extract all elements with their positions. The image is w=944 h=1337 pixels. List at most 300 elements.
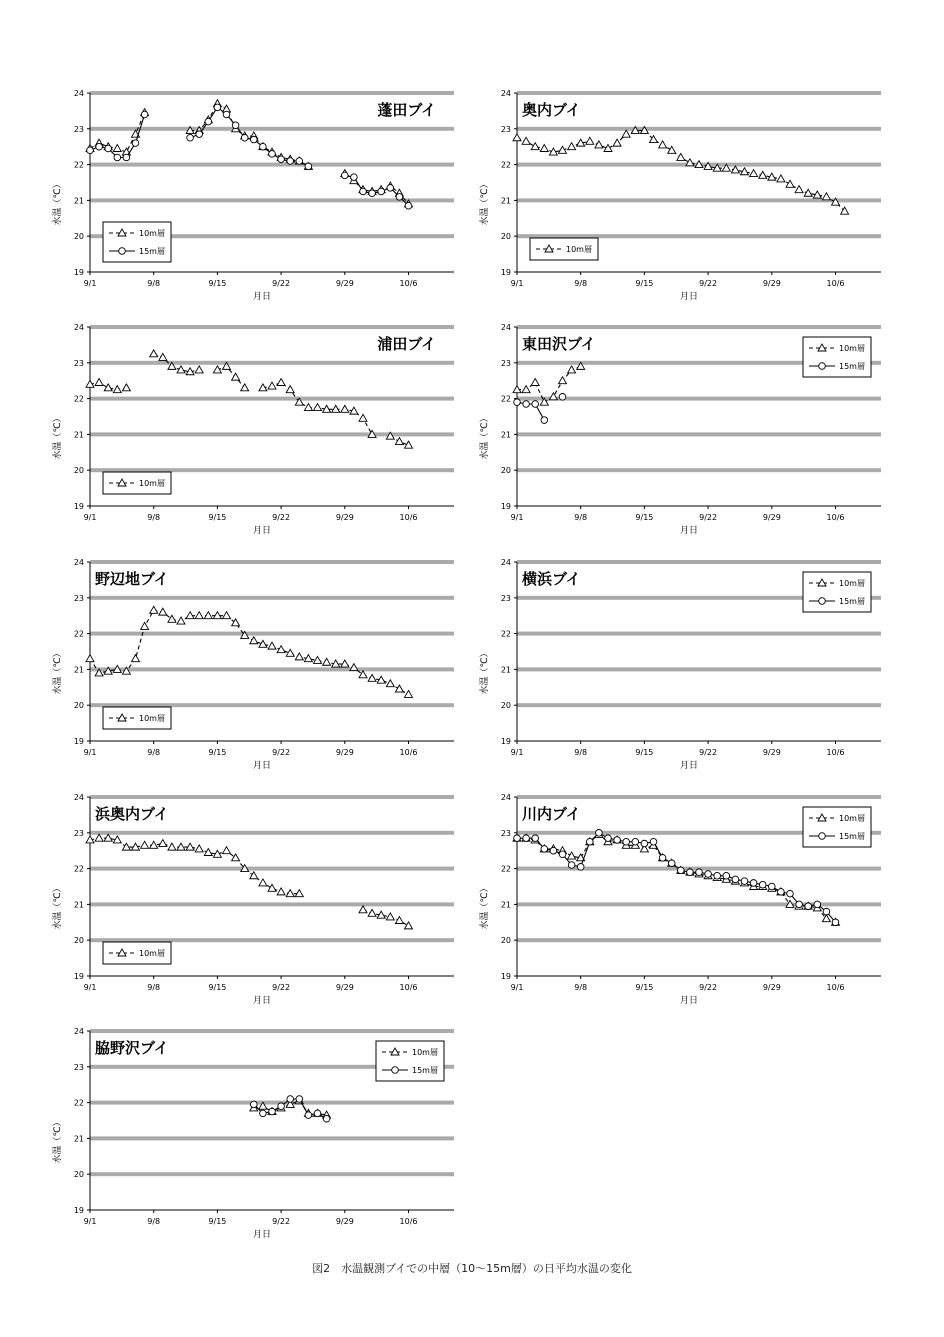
circle-marker — [568, 862, 575, 869]
circle-marker — [787, 890, 794, 897]
gridline — [90, 361, 454, 365]
legend — [103, 942, 171, 964]
circle-marker — [587, 838, 594, 845]
legend-label-10m: 10m層 — [839, 344, 865, 353]
x-tick-label: 10/6 — [399, 748, 418, 757]
triangle-marker — [395, 438, 403, 445]
x-tick-label: 9/15 — [208, 279, 227, 288]
triangle-marker — [659, 141, 667, 148]
y-tick-label: 23 — [73, 358, 84, 368]
circle-marker — [696, 869, 703, 876]
gridline — [90, 1136, 454, 1140]
x-tick-label: 9/8 — [147, 983, 161, 992]
y-tick-label: 24 — [500, 558, 511, 567]
triangle-marker — [223, 612, 231, 619]
circle-marker — [196, 131, 203, 138]
triangle-marker — [777, 175, 785, 182]
x-axis-label: 月日 — [679, 526, 699, 536]
x-tick-label: 9/22 — [272, 513, 291, 522]
y-tick-label: 19 — [500, 502, 511, 511]
x-tick-label: 9/15 — [635, 279, 654, 288]
legend — [803, 807, 871, 847]
y-tick-label: 22 — [500, 394, 511, 404]
y-axis-label: 水温（℃） — [480, 648, 490, 695]
x-tick-label: 9/22 — [699, 513, 718, 522]
circle-marker — [723, 872, 730, 879]
triangle-marker — [531, 378, 539, 385]
legend — [530, 238, 598, 260]
x-axis-label: 月日 — [252, 996, 272, 1006]
circle-marker — [260, 143, 267, 150]
triangle-marker — [141, 622, 149, 629]
x-tick-label: 9/29 — [335, 983, 354, 992]
y-tick-label: 21 — [73, 665, 84, 675]
series-line — [90, 610, 409, 694]
circle-marker — [287, 1096, 294, 1103]
x-tick-label: 9/15 — [208, 983, 227, 992]
y-tick-label: 22 — [73, 629, 84, 639]
triangle-marker — [568, 143, 576, 150]
triangle-marker — [232, 373, 240, 380]
x-tick-label: 9/29 — [762, 513, 781, 522]
x-tick-label: 9/8 — [574, 513, 588, 522]
triangle-marker — [568, 852, 576, 859]
y-tick-label: 19 — [73, 1206, 84, 1215]
legend-label-10m: 10m層 — [139, 229, 165, 238]
triangle-marker — [277, 646, 285, 653]
gridline — [90, 632, 454, 636]
circle-marker — [750, 880, 757, 887]
y-tick-label: 19 — [73, 502, 84, 511]
gridline — [90, 91, 454, 95]
triangle-marker — [232, 854, 240, 861]
legend-label-10m: 10m層 — [139, 479, 165, 488]
circle-marker — [596, 830, 603, 837]
triangle-marker — [241, 384, 249, 391]
legend-label-15m: 15m層 — [839, 362, 865, 371]
triangle-marker — [559, 377, 567, 384]
triangle-marker — [268, 884, 276, 891]
gridline — [517, 632, 881, 636]
legend — [103, 472, 171, 494]
chart-panel — [51, 558, 454, 771]
gridline — [90, 325, 454, 329]
triangle-marker — [622, 130, 630, 137]
gridline — [517, 560, 881, 564]
circle-marker — [260, 1110, 267, 1117]
triangle-marker — [141, 841, 149, 848]
circle-marker — [814, 901, 821, 908]
gridline — [517, 432, 881, 436]
x-tick-label: 10/6 — [826, 983, 845, 992]
circle-marker — [632, 838, 639, 845]
chart-title: 浜奥内ブイ — [95, 805, 169, 823]
y-tick-label: 24 — [73, 558, 84, 567]
circle-marker — [614, 837, 621, 844]
y-tick-label: 22 — [73, 394, 84, 404]
circle-marker — [523, 835, 530, 842]
gridline — [90, 795, 454, 799]
y-tick-label: 20 — [500, 232, 511, 242]
gridline — [517, 127, 881, 131]
legend — [803, 572, 871, 612]
triangle-marker — [195, 366, 203, 373]
chart-panel — [478, 793, 881, 1006]
x-tick-label: 10/6 — [826, 513, 845, 522]
triangle-marker — [304, 404, 312, 411]
circle-marker — [532, 835, 539, 842]
chart-title: 川内ブイ — [522, 805, 581, 823]
circle-marker — [296, 158, 303, 165]
circle-marker — [269, 1108, 276, 1115]
x-tick-label: 10/6 — [399, 1217, 418, 1226]
y-tick-label: 22 — [73, 1098, 84, 1108]
y-tick-label: 20 — [500, 701, 511, 711]
y-tick-label: 20 — [73, 466, 84, 476]
legend — [103, 707, 171, 729]
y-tick-label: 24 — [73, 1027, 84, 1036]
x-tick-label: 9/1 — [83, 279, 97, 288]
legend — [803, 337, 871, 377]
circle-marker — [678, 867, 685, 874]
legend-box — [103, 222, 171, 262]
circle-marker — [759, 881, 766, 888]
circle-marker — [832, 919, 839, 926]
y-tick-label: 24 — [73, 89, 84, 98]
x-tick-label: 9/8 — [574, 983, 588, 992]
triangle-marker — [522, 137, 530, 144]
chart-title: 浦田ブイ — [377, 335, 436, 353]
triangle-marker — [786, 180, 794, 187]
y-tick-label: 24 — [500, 793, 511, 802]
triangle-marker — [549, 393, 557, 400]
triangle-marker — [132, 655, 140, 662]
circle-marker — [360, 188, 367, 195]
circle-marker — [251, 1101, 258, 1108]
triangle-marker — [159, 840, 167, 847]
circle-marker — [278, 156, 285, 163]
gridline — [517, 795, 881, 799]
chart-panel — [478, 323, 881, 536]
circle-marker — [819, 598, 826, 605]
triangle-marker — [314, 656, 322, 663]
y-tick-label: 23 — [73, 1062, 84, 1072]
gridline — [517, 468, 881, 472]
x-tick-label: 9/15 — [635, 983, 654, 992]
x-axis-label: 月日 — [252, 526, 272, 536]
triangle-marker — [405, 690, 413, 697]
legend-label-10m: 10m層 — [566, 245, 592, 254]
triangle-marker — [395, 685, 403, 692]
y-tick-label: 21 — [500, 900, 511, 910]
gridline — [517, 325, 881, 329]
circle-marker — [823, 908, 830, 915]
triangle-marker — [531, 143, 539, 150]
y-tick-label: 23 — [500, 828, 511, 838]
triangle-marker — [386, 680, 394, 687]
chart-panel — [478, 558, 881, 771]
triangle-marker — [750, 170, 758, 177]
y-tick-label: 23 — [73, 828, 84, 838]
x-axis-label: 月日 — [252, 292, 272, 302]
legend-box — [803, 807, 871, 847]
circle-marker — [514, 835, 521, 842]
x-tick-label: 9/1 — [83, 983, 97, 992]
circle-marker — [87, 147, 94, 154]
x-tick-label: 9/8 — [147, 1217, 161, 1226]
circle-marker — [132, 140, 139, 147]
y-tick-label: 19 — [73, 972, 84, 981]
y-tick-label: 22 — [500, 864, 511, 874]
legend-label-15m: 15m層 — [839, 832, 865, 841]
gridline — [517, 703, 881, 707]
y-tick-label: 22 — [500, 629, 511, 639]
x-tick-label: 9/29 — [762, 748, 781, 757]
circle-marker — [396, 194, 403, 201]
triangle-marker — [386, 913, 394, 920]
x-tick-label: 9/15 — [208, 513, 227, 522]
triangle-marker — [604, 144, 612, 151]
circle-marker — [559, 394, 566, 401]
y-tick-label: 22 — [73, 160, 84, 170]
gridline — [90, 1172, 454, 1176]
triangle-marker — [177, 617, 185, 624]
y-axis-label: 水温（℃） — [480, 883, 490, 930]
y-axis-label: 水温（℃） — [53, 648, 63, 695]
y-tick-label: 23 — [73, 593, 84, 603]
x-tick-label: 9/15 — [635, 513, 654, 522]
x-tick-label: 9/1 — [510, 748, 524, 757]
circle-marker — [623, 838, 630, 845]
gridline — [517, 902, 881, 906]
triangle-marker — [122, 384, 130, 391]
legend-label-15m: 15m層 — [839, 597, 865, 606]
triangle-marker — [368, 909, 376, 916]
legend-box — [803, 337, 871, 377]
gridline — [90, 667, 454, 671]
triangle-marker — [268, 642, 276, 649]
triangle-marker — [259, 879, 267, 886]
circle-marker — [278, 1103, 285, 1110]
y-tick-label: 20 — [500, 936, 511, 946]
y-tick-label: 24 — [500, 89, 511, 98]
chart-title: 蓬田ブイ — [377, 101, 436, 119]
circle-marker — [214, 104, 221, 111]
circle-marker — [342, 172, 349, 179]
triangle-marker — [150, 606, 158, 613]
gridline — [517, 91, 881, 95]
triangle-marker — [522, 386, 530, 393]
circle-marker — [387, 185, 394, 192]
series-10m — [513, 831, 840, 926]
chart-panel — [478, 89, 881, 302]
x-tick-label: 9/8 — [147, 513, 161, 522]
circle-marker — [741, 878, 748, 885]
circle-marker — [96, 143, 103, 150]
x-axis-label: 月日 — [679, 292, 699, 302]
gridline — [90, 127, 454, 131]
triangle-marker — [295, 653, 303, 660]
x-tick-label: 9/22 — [699, 748, 718, 757]
y-tick-label: 23 — [500, 358, 511, 368]
triangle-marker — [668, 146, 676, 153]
circle-marker — [650, 838, 657, 845]
circle-marker — [287, 158, 294, 165]
y-tick-label: 19 — [73, 737, 84, 746]
y-tick-label: 20 — [73, 232, 84, 242]
circle-marker — [523, 401, 530, 408]
triangle-marker — [250, 872, 258, 879]
y-axis-label: 水温（℃） — [53, 179, 63, 226]
gridline — [90, 163, 454, 167]
triangle-marker — [359, 414, 367, 421]
circle-marker — [778, 889, 785, 896]
circle-marker — [541, 417, 548, 424]
series-line — [517, 833, 836, 923]
circle-marker — [105, 145, 112, 152]
gridline — [90, 1101, 454, 1105]
triangle-marker — [122, 843, 130, 850]
circle-marker — [187, 134, 194, 141]
circle-marker — [819, 833, 826, 840]
y-tick-label: 21 — [73, 900, 84, 910]
legend-box — [376, 1041, 444, 1081]
triangle-marker — [277, 888, 285, 895]
circle-marker — [351, 174, 358, 181]
circle-marker — [296, 1096, 303, 1103]
triangle-marker — [259, 640, 267, 647]
x-tick-label: 9/15 — [208, 748, 227, 757]
x-tick-label: 9/1 — [83, 513, 97, 522]
x-tick-label: 9/8 — [147, 279, 161, 288]
y-tick-label: 19 — [73, 268, 84, 277]
x-tick-label: 9/1 — [510, 983, 524, 992]
legend-label-10m: 10m層 — [839, 579, 865, 588]
triangle-marker — [95, 378, 103, 385]
x-axis-label: 月日 — [679, 761, 699, 771]
triangle-marker — [613, 139, 621, 146]
circle-marker — [550, 847, 557, 854]
circle-marker — [577, 864, 584, 871]
triangle-marker — [223, 847, 231, 854]
y-tick-label: 20 — [500, 466, 511, 476]
circle-marker — [514, 399, 521, 406]
legend-label-15m: 15m層 — [139, 247, 165, 256]
x-tick-label: 9/1 — [83, 1217, 97, 1226]
series-line — [517, 835, 836, 923]
x-tick-label: 10/6 — [826, 279, 845, 288]
legend-label-10m: 10m層 — [412, 1048, 438, 1057]
circle-marker — [641, 840, 648, 847]
circle-marker — [605, 835, 612, 842]
gridline — [517, 938, 881, 942]
circle-marker — [705, 871, 712, 878]
gridline — [90, 432, 454, 436]
legend-box — [803, 572, 871, 612]
circle-marker — [819, 363, 826, 370]
circle-marker — [305, 163, 312, 170]
circle-marker — [314, 1110, 321, 1117]
x-tick-label: 9/22 — [272, 748, 291, 757]
triangle-marker — [568, 366, 576, 373]
circle-marker — [232, 122, 239, 129]
y-tick-label: 22 — [500, 160, 511, 170]
circle-marker — [205, 118, 212, 125]
series-15m — [87, 104, 412, 209]
y-tick-label: 19 — [500, 268, 511, 277]
x-tick-label: 9/29 — [762, 983, 781, 992]
x-tick-label: 9/22 — [699, 279, 718, 288]
y-tick-label: 22 — [73, 864, 84, 874]
circle-marker — [141, 111, 148, 118]
circle-marker — [796, 901, 803, 908]
y-axis-label: 水温（℃） — [53, 1117, 63, 1164]
circle-marker — [323, 1115, 330, 1122]
x-axis-label: 月日 — [252, 1230, 272, 1240]
x-tick-label: 9/8 — [147, 748, 161, 757]
circle-marker — [769, 883, 776, 890]
chart-title: 奥内ブイ — [522, 101, 581, 119]
triangle-marker — [104, 384, 112, 391]
x-tick-label: 10/6 — [399, 513, 418, 522]
y-tick-label: 19 — [500, 737, 511, 746]
circle-marker — [392, 1067, 399, 1074]
triangle-marker — [232, 619, 240, 626]
circle-marker — [541, 846, 548, 853]
x-tick-label: 9/22 — [272, 983, 291, 992]
y-tick-label: 21 — [500, 196, 511, 206]
triangle-marker — [395, 917, 403, 924]
x-tick-label: 9/1 — [510, 513, 524, 522]
chart-panel — [51, 1027, 454, 1240]
gridline — [90, 831, 454, 835]
y-tick-label: 21 — [73, 1134, 84, 1144]
triangle-marker — [677, 153, 685, 160]
gridline — [517, 397, 881, 401]
triangle-marker — [286, 649, 294, 656]
series-line — [90, 838, 299, 894]
triangle-marker — [323, 658, 331, 665]
x-tick-label: 9/22 — [272, 279, 291, 288]
circle-marker — [659, 855, 666, 862]
legend-label-15m: 15m層 — [412, 1066, 438, 1075]
triangle-marker — [540, 144, 548, 151]
chart-title: 横浜ブイ — [522, 570, 581, 588]
x-tick-label: 9/8 — [574, 748, 588, 757]
triangle-marker — [268, 382, 276, 389]
y-tick-label: 19 — [500, 972, 511, 981]
series-15m — [514, 830, 839, 926]
y-tick-label: 23 — [73, 124, 84, 134]
triangle-marker — [595, 141, 603, 148]
triangle-marker — [586, 137, 594, 144]
circle-marker — [805, 903, 812, 910]
circle-marker — [405, 202, 412, 209]
triangle-marker — [405, 441, 413, 448]
x-tick-label: 9/29 — [335, 1217, 354, 1226]
triangle-marker — [277, 378, 285, 385]
triangle-marker — [350, 664, 358, 671]
x-tick-label: 9/29 — [335, 279, 354, 288]
circle-marker — [687, 869, 694, 876]
y-tick-label: 23 — [500, 593, 511, 603]
x-axis-label: 月日 — [679, 996, 699, 1006]
circle-marker — [668, 860, 675, 867]
triangle-marker — [314, 404, 322, 411]
circle-marker — [119, 248, 126, 255]
y-axis-label: 水温（℃） — [480, 413, 490, 460]
chart-title: 野辺地ブイ — [95, 570, 169, 588]
